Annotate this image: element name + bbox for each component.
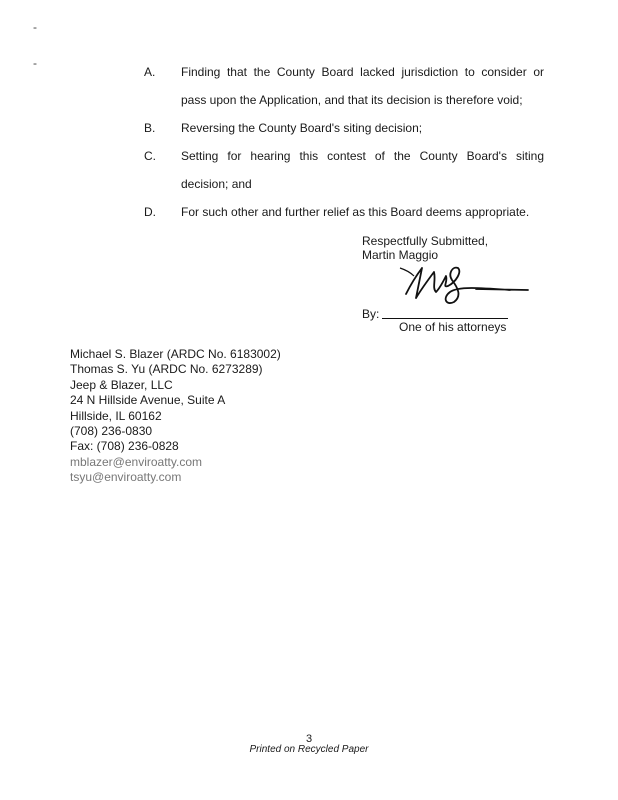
contact-email: tsyu@enviroatty.com (70, 470, 182, 485)
item-letter: B. (144, 121, 156, 135)
item-line: Setting for hearing this contest of the County Board's siting (181, 149, 544, 163)
signature-by-label: By: (362, 307, 380, 321)
margin-mark: - (33, 56, 37, 70)
contact-line: Fax: (708) 236-0828 (70, 439, 179, 454)
handwritten-signature (392, 258, 532, 308)
contact-line: Hillside, IL 60162 (70, 408, 162, 423)
footer-note: Printed on Recycled Paper (249, 744, 369, 755)
contact-email: mblazer@enviroatty.com (70, 454, 202, 469)
contact-line: Thomas S. Yu (ARDC No. 6273289) (70, 362, 263, 377)
margin-mark: - (33, 20, 37, 34)
contact-line: Michael S. Blazer (ARDC No. 6183002) (70, 347, 281, 361)
signature-name: Martin Maggio (362, 248, 439, 262)
item-letter: C. (144, 149, 156, 163)
item-line: For such other and further relief as this Board deems appropriate. (181, 205, 530, 219)
item-line: Reversing the County Board's siting decision; (181, 121, 423, 135)
item-letter: D. (144, 205, 156, 219)
signature-role: One of his attorneys (399, 320, 507, 334)
item-line: pass upon the Application, and that its decision is therefore void; (181, 93, 523, 107)
signature-line (382, 318, 508, 319)
contact-line: 24 N Hillside Avenue, Suite A (70, 393, 226, 408)
item-line: Finding that the County Board lacked jurisdiction to consider or (181, 65, 544, 79)
page-number: 3 (305, 733, 313, 745)
contact-line: (708) 236-0830 (70, 424, 153, 439)
item-line: decision; and (181, 177, 252, 191)
contact-line: Jeep & Blazer, LLC (70, 377, 173, 392)
item-letter: A. (144, 65, 156, 79)
signature-closing: Respectfully Submitted, (362, 234, 489, 248)
attorney-contact-block (70, 347, 281, 486)
